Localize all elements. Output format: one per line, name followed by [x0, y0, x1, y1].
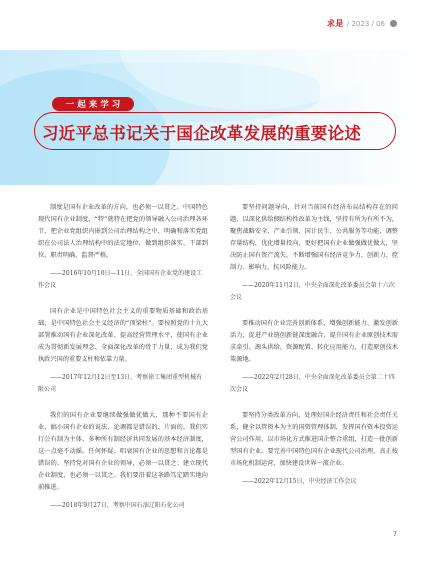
right-column	[230, 202, 398, 502]
quote-text: 要推动国有企业完善创新体系、增强创新能力、激发创新活力，促进产业链创新链深度融合，提升国有企业原创技术需求牵引、源头供给、资源配置、转化应用能力，打造原创技术策源地。	[230, 320, 398, 363]
page-title: 习近平总书记关于国企改革发展的重要论述	[42, 124, 362, 143]
issue-label: / 2023 / 06	[346, 19, 385, 28]
quote-source: ——2018年9月27日，考察中国石油辽阳石化公司	[50, 502, 185, 509]
quote-text: 国有企业是中国特色社会主义的重要物质基础和政治基础，是中国特色社会主义经济的“顶梁柱”。要按照党的十九大部署推动国有企业深化改革、提高经营管理水平，使国有企业成为贯彻新发展理念、全面深化改革的骨干力量，成为我们党执政兴国的重要支柱和依靠力量。	[38, 308, 208, 363]
page-marker-icon	[390, 20, 397, 27]
quote-source: ——2022年2月28日，中央全面深化改革委员会第二十四次会议	[230, 374, 395, 393]
quote-source: ——2017年12月12日至13日，考察徐工集团重型机械有限公司	[38, 374, 203, 393]
quote-text: 要坚持分类改革方向，处理好国企经济责任和社会责任关系，健全以管资本为主的国资管理体制，发挥国有资本投资运营公司作用，以市场化方式推进国企整合重组，打造一批创新型国有企业。要完善中国特色国有企业现代公司治理，真正按市场化机制运营，加快建设世界一流企业。	[230, 412, 398, 467]
quote-text: 要坚持问题导向，针对当前国有经济布局结构存在的问题，以深化供给侧结构性改革为主线，坚持有所为有所不为，聚焦战略安全、产业引领、国计民生、公共服务等功能，调整存量结构，优化增量投向，更好把国有企业做强做优做大，坚决防止国有资产流失，不断增强国有经济竞争力、创新力、控制力、影响力、抗风险能力。	[230, 204, 398, 271]
quote-source: ——2020年11月2日，中央全面深化改革委员会第十六次会议	[230, 282, 395, 301]
quote-text: 我们的国有企业要继续做强做优做大，那种不要国有企业、搞小国有企业的说法、论调都是错误的、片面的。我们实行公有制为主体、多种所有制经济共同发展的基本经济制度，这一点毫不动摇。任何怀疑、唱衰国有企业的思想和言论都是错误的。坚持党对国有企业的领导，必须一以贯之；建立现代企业制度，也必须一以贯之。我们要沿着这条路笃定踏实地向前推进。	[38, 412, 208, 491]
page-header	[327, 18, 397, 29]
page-number: 7	[392, 530, 397, 538]
quote-text: 制度是国有企业改革的方向，也必须一以贯之。中国特色现代国有企业制度，“特”就特在把党的领导融入公司治理各环节，把企业党组织内嵌到公司治理结构之中，明确和落实党组织在公司法人治理结构中的法定地位，做到组织落实、干部到位、职责明确、监督严格。	[38, 204, 208, 259]
magazine-logo: 求是	[326, 18, 344, 28]
quote-source: ——2022年12月15日，中央经济工作会议	[242, 478, 357, 485]
column-tag: 一起来学习	[52, 97, 134, 111]
left-column	[38, 202, 208, 526]
quote-source: ——2016年10月10日—11日，全国国有企业党的建设工作会议	[38, 270, 203, 289]
